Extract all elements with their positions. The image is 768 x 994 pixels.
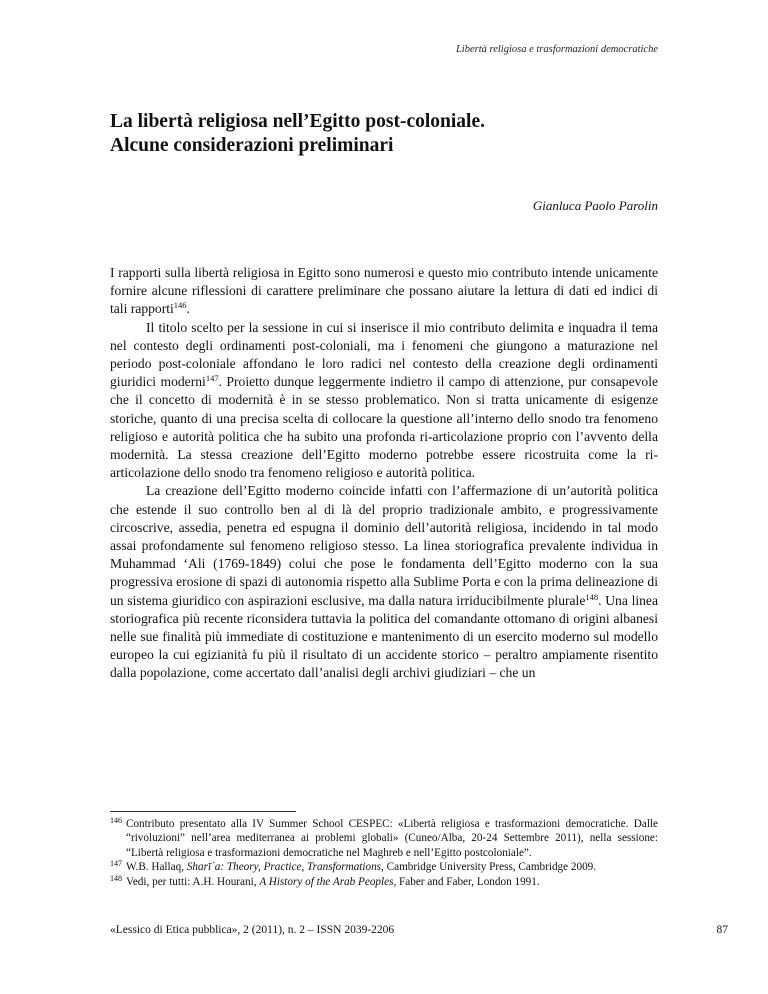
title-line-1: La libertà religiosa nell’Egitto post-coloniale.	[110, 111, 485, 132]
footnote-number: 147	[110, 859, 122, 869]
paragraph: I rapporti sulla libertà religiosa in Egitto sono numerosi e questo mio contributo intende unicamente fornire alcune riflessioni di carattere preliminare che possano aiutare la lettura di dati ed indici di tali rapporti$^{146}$.	[110, 265, 658, 317]
footnote-ref: 146	[173, 300, 187, 311]
footnote: 146 Contributo presentato alla IV Summer School CESPEC: «Libertà religiosa e trasformazioni democratiche. Dalle “rivoluzioni” nell’area mediterranea ai problemi globali» (Cuneo/Alba, 20-24 Settembre 2011), nella sessione: “Libertà religiosa e trasformazioni democratiche nel Maghreb e nell’Egitto postcoloniale”.	[110, 816, 658, 859]
article-title	[110, 110, 670, 158]
footnote: 148 Vedi, per tutti: A.H. Hourani, A History of the Arab Peoples, Faber and Faber, London 1991.	[110, 873, 540, 888]
paragraph: La creazione dell’Egitto moderno coincide infatti con l’affermazione di un’autorità politica che estende il suo controllo ben al di là del proprio tradizionale ambito, e progressivamente circoscrive, assedia, penetra ed espugna il dominio dell’autorità religiosa, incidendo in tal modo assai profondamente sul fenomeno religioso stesso. La linea storiografica prevalente individua in Muhammad ‘Ali (1769-1849) colui che pose le fondamenta dell’Egitto moderno con la sua progressiva erosione di spazi di autonomia rispetto alla Sublime Porta e con la prima delineazione di un sistema giuridico con aspirazioni esclusive, ma dalla natura irriducibilmente plurale$^{148}$. Una linea storiografica più recente riconsidera tuttavia la politica del comandante ottomano di origini albanesi nelle sue finalità più immediate di costituzione e mantenimento di un esercito moderno sul modello europeo la cui egizianità fu più il risultato di un accidente storico – peraltro ampiamente risentito dalla popolazione, come accertato dall’analisi degli archivi giudiziari – che un	[110, 483, 658, 681]
footnote-number: 146	[110, 816, 122, 825]
article-body	[110, 264, 658, 683]
footnote-separator	[110, 811, 296, 812]
author-name: Gianluca Paolo Parolin	[532, 198, 658, 213]
title-line-2: Alcune considerazioni preliminari	[110, 135, 394, 156]
paragraph: Il titolo scelto per la sessione in cui si inserisce il mio contributo delimita e inquadra il tema nel contesto degli ordinamenti post-coloniali, ma i fenomeni che giungono a maturazione nel periodo post-coloniale affondano le loro radici nel contesto della creazione degli ordinamenti giuridici moderni$^{147}$. Proietto dunque leggermente indietro il campo di attenzione, pur consapevole che il concetto di modernità è in se stesso problematico. Non si tratta unicamente di esigenze storiche, quanto di una precisa scelta di collocare la questione all’interno dello snodo tra fenomeno religioso e autorità politica che ha subito una profonda ri-articolazione proprio con l’avvento della modernità. La stessa creazione dell’Egitto moderno potrebbe essere ricostruita come la ri-articolazione dello snodo tra fenomeno religioso e autorità politica.	[110, 319, 659, 481]
journal-footer: «Lessico di Etica pubblica», 2 (2011), n. 2 – ISSN 2039-2206	[110, 924, 395, 936]
footnote: 147 W.B. Hallaq, Sharī`a: Theory, Practice, Transformations, Cambridge University Press, Cambridge 2009.	[110, 859, 597, 874]
footnote-ref: 147	[205, 373, 219, 384]
footnotes	[110, 817, 658, 889]
footnote-number: 148	[110, 873, 122, 883]
footnote-ref: 148	[585, 591, 599, 602]
page-number: 87	[716, 924, 728, 936]
running-head: Libertà religiosa e trasformazioni democratiche	[455, 44, 658, 55]
